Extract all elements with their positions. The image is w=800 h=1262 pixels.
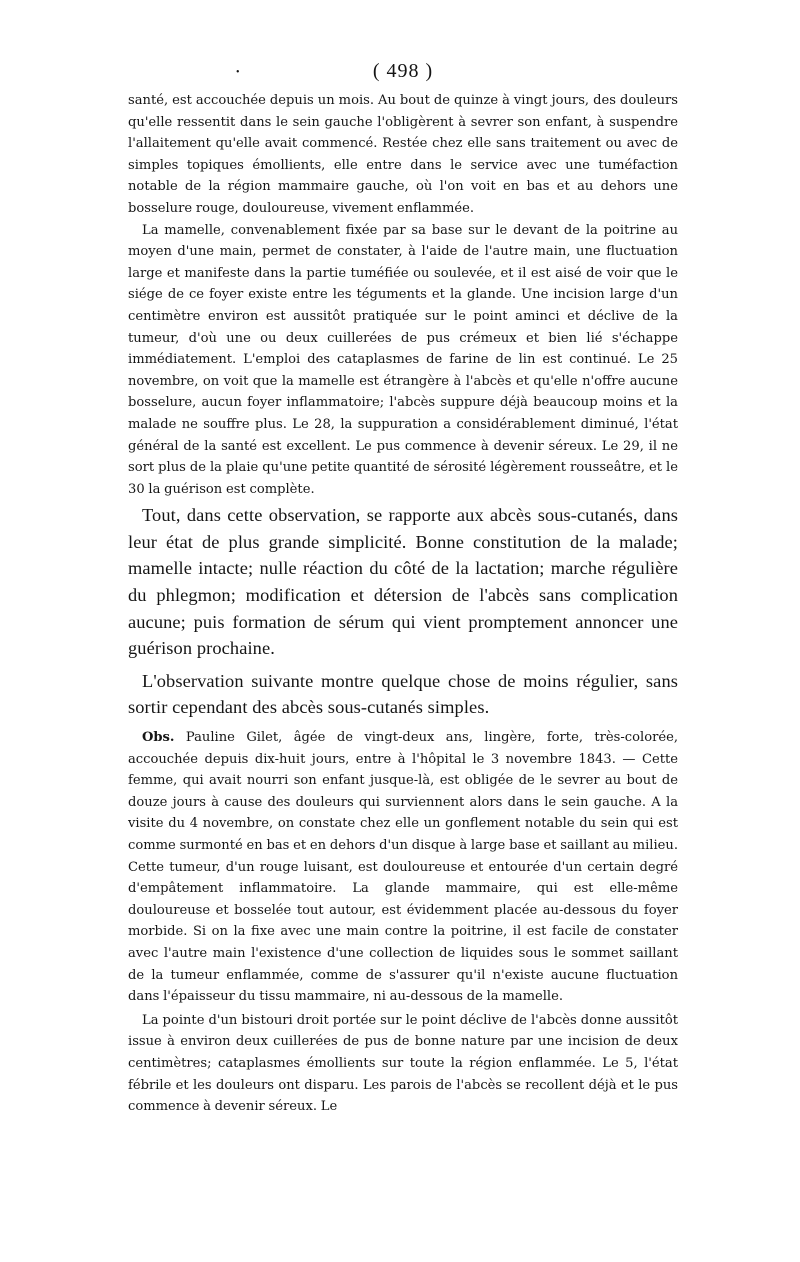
page-number: ( 498 ) [372,60,434,82]
observation-label: Obs. [142,730,175,746]
top-mark: • [236,67,241,78]
paragraph-transition: L'observation suivante montre quelque chose de moins régulier, sans sortir cependant des abcès sous-cutanés simples. [128,670,678,718]
paragraph-commentary: Tout, dans cette observation, se rapporte aux abcès sous-cutanés, dans leur état de plus grande simplicité. Bonne constitution de la malade; mamelle intacte; nulle réaction du côté de la lactation; marche régulière du phlegmon; modification et détersion de l'abcès sans complication aucune; puis formation de sérum qui vient promptement annoncer une guérison prochaine. [128,505,678,659]
observation-text: Pauline Gilet, âgée de vingt-deux ans, lingère, forte, très-colorée, accouchée depuis dix-huit jours, entre à l'hôpital le 3 novembre 1843. — Cette femme, qui avait nourri son enfant jusque-là, est obligée de le sevrer au bout de douze jours à cause des douleurs qui surviennent alors dans le sein gauche. A la visite du 4 novembre, on constate chez elle un gonflement notable du sein qui est comme surmonté en bas et en dehors d'un disque à large base et saillant au milieu. Cette tumeur, d'un rouge luisant, est douloureuse et entourée d'un certain degré d'empâtement inflammatoire. La glande mammaire, qui est elle-même douloureuse et bosselée tout autour, est évidemment placée au-dessous du foyer morbide. Si on la fixe avec une main contre la poitrine, il est facile de constater avec l'autre main l'existence d'une collection de liquides sous le sommet saillant de la tumeur enflammée, comme de s'assurer qu'il n'existe aucune fluctuation dans l'épaisseur du tissu mammaire, ni au-dessous de la mamelle. [128,730,678,1005]
paragraph-6: La pointe d'un bistouri droit portée sur le point déclive de l'abcès donne aussitôt issue à environ deux cuillerées de pus de bonne nature par une incision de deux centimètres; cataplasmes émollients sur toute la région enflammée. Le 5, l'état fébrile et les douleurs ont disparu. Les parois de l'abcès se recollent déjà et le pus commence à devenir séreux. Le [128,1012,678,1115]
book-page [128,58,678,1248]
paragraph-2: La mamelle, convenablement fixée par sa base sur le devant de la poitrine au moyen d'une main, permet de constater, à l'aide de l'autre main, une fluctuation large et manifeste dans la partie tuméfiée ou soulevée, et il est aisé de voir que le siége de ce foyer existe entre les téguments et la glande. Une incision large d'un centimètre environ est aussitôt pratiquée sur le point aminci et déclive de la tumeur, d'où une ou deux cuillerées de pus crémeux et bien lié s'échappe immédiatement. L'emploi des cataplasmes de farine de lin est continué. Le 25 novembre, on voit que la mamelle est étrangère à l'abcès et qu'elle n'offre aucune bosselure, aucun foyer inflammatoire; l'abcès suppure déjà beaucoup moins et la malade ne souffre plus. Le 28, la suppuration a considérablement diminué, l'état général de la santé est excellent. Le pus commence à devenir séreux. Le 29, il ne sort plus de la plaie qu'une petite quantité de sérosité légèrement rousseâtre, et le 30 la guérison est complète. [128,222,678,497]
paragraph-1: santé, est accouchée depuis un mois. Au bout de quinze à vingt jours, des douleurs qu'elle ressentit dans le sein gauche l'obligèrent à sevrer son enfant, à suspendre l'allaitement qu'elle avait commencé. Restée chez elle sans traitement ou avec de simples topiques émollients, elle entre dans le service avec une tuméfaction notable de la région mammaire gauche, où l'on voit en bas et au dehors une bosselure rouge, douloureuse, vivement enflammée. [128,93,678,216]
paragraph-observation [128,727,678,1008]
page-number-header [128,58,678,90]
